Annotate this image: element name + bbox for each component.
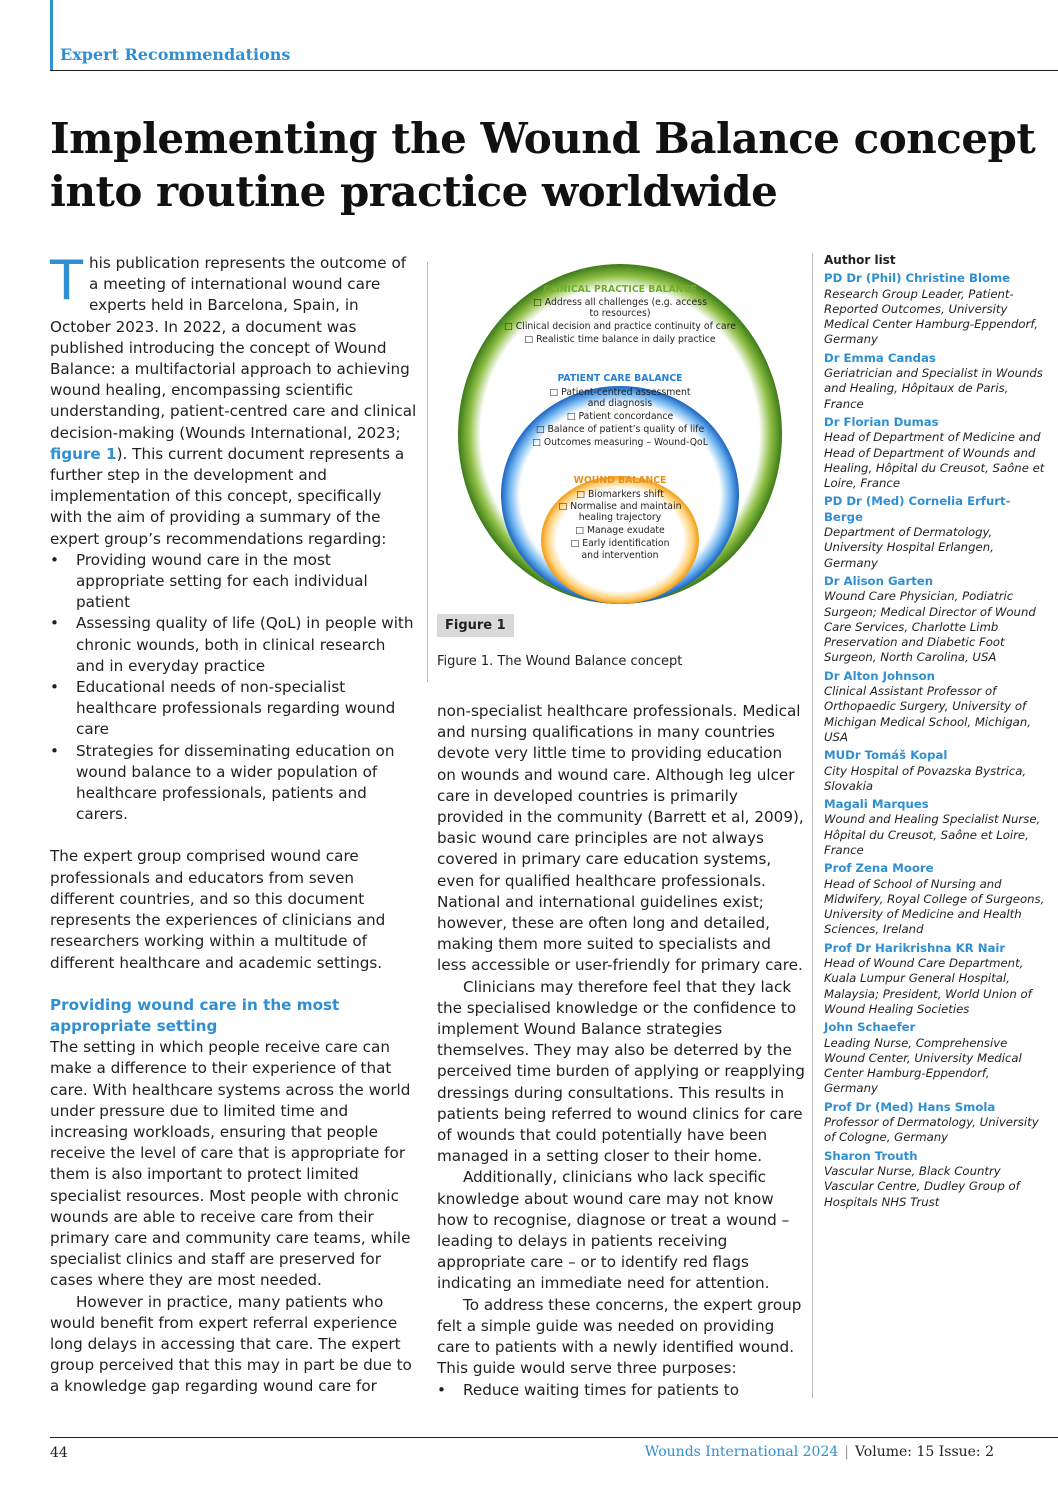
drop-cap: T xyxy=(50,249,83,312)
wound-item: □ Normalise and maintain xyxy=(558,501,682,512)
section-label: Expert Recommendations xyxy=(60,45,291,64)
author-entry xyxy=(824,271,1046,347)
author-name: Sharon Trouth xyxy=(824,1148,918,1163)
figure-divider-left xyxy=(427,262,428,682)
author-entry xyxy=(824,748,1046,794)
footer-rule xyxy=(50,1437,1058,1438)
list-item: • Reduce waiting times for patients to xyxy=(437,1380,805,1401)
clinical-item: to resources) xyxy=(589,308,651,319)
list-item: • Providing wound care in the most appropriate setting for each individual patient xyxy=(50,550,418,614)
author-entry xyxy=(824,351,1046,412)
author-affiliation: Research Group Leader, Patient-Reported Outcomes, University Medical Center Hamburg-Eppendorf, Germany xyxy=(824,286,1038,347)
list-item: • Educational needs of non-specialist healthcare professionals regarding wound care xyxy=(50,677,418,741)
wound-item: □ Biomarkers shift xyxy=(576,489,664,500)
intro-text-a: his publication represents the outcome of a meeting of international wound care experts held in Barcelona, Spain, in October 2023. In 2022, a document was published introducing the concept of Wound Balance: a multifactorial approach to achieving wound healing, encompassing scientific understanding, patient-centred care and clinical decision-making (Wounds International, 2023; xyxy=(50,254,417,442)
author-name: Dr Emma Candas xyxy=(824,350,936,365)
patient-item: □ Outcomes measuring – Wound-QoL xyxy=(532,437,708,448)
author-affiliation: Professor of Dermatology, University of Cologne, Germany xyxy=(824,1115,1039,1145)
practice-paragraph: However in practice, many patients who would benefit from expert referral experience long delays in accessing that care. The expert group perceived that this may in part be due to a knowledge gap regarding wound care for xyxy=(50,1292,412,1396)
wound-item: □ Early identification xyxy=(570,538,670,549)
author-entry xyxy=(824,1100,1046,1146)
wound-item: and intervention xyxy=(581,550,659,561)
setting-paragraph: The setting in which people receive care can make a difference to their experience of that care. With healthcare systems across the world under pressure due to limited time and increasing workloads, ensuring that people receive the level of care that is appropriate for them is also important to protect limited specialist resources. Most people with chronic wounds are able to receive care from their primary care and community care teams, while specialist clinics and staff are preserved for cases where they are most needed. xyxy=(50,1038,411,1290)
author-name: Prof Zena Moore xyxy=(824,861,934,876)
author-entry xyxy=(824,669,1046,745)
author-name: Magali Marques xyxy=(824,797,929,812)
col2-paragraph: Additionally, clinicians who lack specific knowledge about wound care may not know how to recognise, diagnose or treat a wound – leading to delays in patients receiving appropriate care – or to identify red flags indicating an immediate need for attention. xyxy=(437,1168,790,1293)
intro-paragraph xyxy=(50,249,418,550)
figure-tag: Figure 1 xyxy=(437,614,514,637)
author-affiliation: City Hospital of Povazska Bystrica, Slovakia xyxy=(824,763,1027,793)
clinical-practice-title: CLINICAL PRACTICE BALANCE xyxy=(543,284,697,295)
clinical-item: □ Clinical decision and practice continuity of care xyxy=(504,321,736,332)
author-affiliation: Department of Dermatology, University Hospital Erlangen, Germany xyxy=(824,525,994,570)
header-rule xyxy=(50,70,1058,71)
author-entry xyxy=(824,1149,1046,1210)
author-entry xyxy=(824,494,1046,570)
author-entry xyxy=(824,941,1046,1017)
author-name: Dr Alison Garten xyxy=(824,573,934,588)
author-affiliation: Head of Department of Medicine and Head of Department of Wounds and Healing, Hôpital du Creusot, Saône et Loire, France xyxy=(824,430,1045,491)
section-subheading: Providing wound care in the most appropriate setting xyxy=(50,995,340,1035)
col2-paragraph: To address these concerns, the expert group felt a simple guide was needed on providing care to patients with a newly identified wound. This guide would serve three purposes: xyxy=(437,1295,802,1378)
author-affiliation: Vascular Nurse, Black Country Vascular Centre, Dudley Group of Hospitals NHS Trust xyxy=(824,1163,1020,1209)
patient-item: and diagnosis xyxy=(587,398,653,409)
list-item: • Assessing quality of life (QoL) in people with chronic wounds, both in clinical research and in everyday practice xyxy=(50,613,418,677)
patient-item: □ Patient-centred assessment xyxy=(549,387,691,398)
author-name: PD Dr (Phil) Christine Blome xyxy=(824,271,1011,286)
figure-caption: Figure 1. The Wound Balance concept xyxy=(437,654,683,669)
column-1 xyxy=(50,249,418,1398)
issue-info: Volume: 15 Issue: 2 xyxy=(854,1444,994,1460)
patient-item: □ Patient concordance xyxy=(566,411,674,422)
recommendations-list xyxy=(50,550,418,826)
patient-care-title: PATIENT CARE BALANCE xyxy=(557,373,683,384)
list-item: • Strategies for disseminating education on wound balance to a wider population of healthcare professionals, patients and carers. xyxy=(50,741,418,826)
col2-paragraph: non-specialist healthcare professionals. Medical and nursing qualifications in many countries devote very little time to providing education on wounds and wound care. Although leg ulcer care in developed countries is primarily provided in the community (Barrett et al, 2009), basic wound care principles are not always covered in primary care education systems, even for qualified healthcare professionals. National and international guidelines exist; however, these are often long and detailed, making them more suited to specialists and less accessible or user-friendly for primary care. xyxy=(437,702,804,975)
author-name: Prof Dr (Med) Hans Smola xyxy=(824,1099,996,1114)
author-affiliation: Head of School of Nursing and Midwifery, Royal College of Surgeons, University of Medicine and Health Sciences, Ireland xyxy=(824,876,1045,937)
author-divider xyxy=(812,253,813,1398)
wound-balance-diagram xyxy=(456,262,784,607)
author-entry xyxy=(824,1020,1046,1096)
author-entry xyxy=(824,415,1046,491)
article-title: Implementing the Wound Balance concept into routine practice worldwide xyxy=(50,114,1036,216)
author-affiliation: Wound and Healing Specialist Nurse, Hôpital du Creusot, Saône et Loire, France xyxy=(824,812,1041,857)
author-affiliation: Geriatrician and Specialist in Wounds and Healing, Hôpitaux de Paris, France xyxy=(824,366,1043,411)
author-list-heading: Author list xyxy=(824,253,896,267)
intro-text-b: ). This current document represents a further step in the development and implementation of this concept, specifically with the aim of providing a summary of the expert group’s recommendations regarding: xyxy=(50,444,405,548)
wound-item: □ Manage exudate xyxy=(575,525,665,536)
patient-item: □ Balance of patient’s quality of life xyxy=(535,424,705,435)
section-accent-bar xyxy=(50,0,53,70)
figure-1-link[interactable]: figure 1 xyxy=(50,444,117,463)
author-name: John Schaefer xyxy=(824,1020,916,1035)
author-affiliation: Clinical Assistant Professor of Orthopaedic Surgery, University of Michigan Medical School, Michigan, USA xyxy=(824,684,1031,744)
purposes-list xyxy=(437,1380,805,1401)
footer-separator: | xyxy=(844,1444,849,1460)
author-entry xyxy=(824,574,1046,666)
author-entry xyxy=(824,797,1046,858)
expert-group-paragraph: The expert group comprised wound care professionals and educators from seven different countries, and so this document represents the experiences of clinicians and researchers working within a multitude of different healthcare and academic settings. xyxy=(50,847,386,972)
col2-paragraph: Clinicians may therefore feel that they lack the specialised knowledge or the confidence to implement Wound Balance strategies themselves. They may also be deterred by the perceived time burden of applying or reapplying dressings during consultations. This results in patients being referred to wound clinics for care of wounds that could potentially have been managed in a setting closer to their home. xyxy=(437,977,805,1166)
author-affiliation: Wound Care Physician, Podiatric Surgeon; Medical Director of Wound Care Services, Charlotte Limb Preservation and Diabetic Foot Surgeon, North Carolina, USA xyxy=(824,589,1036,665)
author-name: Prof Dr Harikrishna KR Nair xyxy=(824,940,1006,955)
author-affiliation: Head of Wound Care Department, Kuala Lumpur General Hospital, Malaysia; President, World Union of Wound Healing Societies xyxy=(824,956,1032,1016)
author-entries xyxy=(824,271,1046,1210)
author-name: Dr Florian Dumas xyxy=(824,414,939,429)
clinical-item: □ Address all challenges (e.g. access xyxy=(533,297,707,308)
author-name: Dr Alton Johnson xyxy=(824,668,935,683)
author-list xyxy=(824,253,1046,1213)
publication-name: Wounds International 2024 xyxy=(644,1444,839,1460)
author-name: MUDr Tomáš Kopal xyxy=(824,748,948,763)
footer-citation xyxy=(645,1444,994,1460)
clinical-item: □ Realistic time balance in daily practice xyxy=(524,334,716,345)
author-entry xyxy=(824,861,1046,937)
author-name: PD Dr (Med) Cornelia Erfurt-Berge xyxy=(824,494,1011,524)
wound-balance-title: WOUND BALANCE xyxy=(573,475,667,486)
column-2 xyxy=(437,701,805,1401)
author-affiliation: Leading Nurse, Comprehensive Wound Center, University Medical Center Hamburg-Eppendorf, Germany xyxy=(824,1035,1022,1096)
wound-item: healing trajectory xyxy=(578,512,662,523)
page-number: 44 xyxy=(50,1445,68,1461)
